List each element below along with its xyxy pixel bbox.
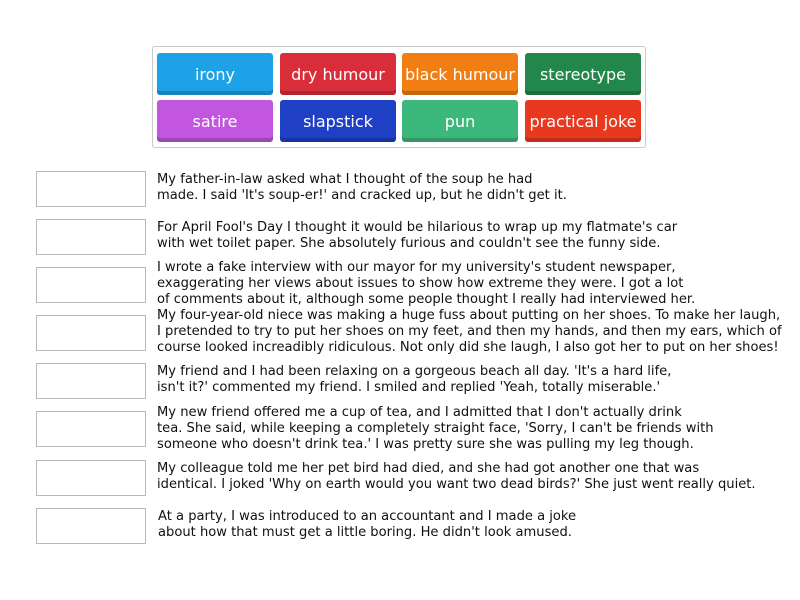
clue-text: I wrote a fake interview with our mayor for my university's student newspaper, exaggerating her views about issues to show how extreme they were. I got a lot of comments about it, although some people thought I really had interviewed her.: [157, 260, 696, 307]
word-bank: [152, 46, 646, 148]
tile-slapstick[interactable]: slapstick: [280, 100, 396, 142]
answer-drop-box[interactable]: [36, 171, 146, 207]
tile-black-humour[interactable]: black humour: [402, 53, 518, 95]
tile-satire[interactable]: satire: [157, 100, 273, 142]
answer-drop-box[interactable]: [36, 460, 146, 496]
tile-practical-joke[interactable]: practical joke: [525, 100, 641, 142]
answer-drop-box[interactable]: [36, 411, 146, 447]
tile-stereotype[interactable]: stereotype: [525, 53, 641, 95]
clue-text: My father-in-law asked what I thought of the soup he had made. I said 'It's soup-er!' and cracked up, but he didn't get it.: [157, 172, 567, 203]
answer-drop-box[interactable]: [36, 508, 146, 544]
clue-text: My four-year-old niece was making a huge fuss about putting on her shoes. To make her laugh, I pretended to try to put her shoes on my feet, and then my hands, and then my ears, which of course looked increadibly ridiculous. Not only did she laugh, I also got her to put on her shoes!: [157, 308, 782, 355]
clue-text: For April Fool's Day I thought it would be hilarious to wrap up my flatmate's car with wet toilet paper. She absolutely furious and couldn't see the funny side.: [157, 220, 678, 251]
tile-dry-humour[interactable]: dry humour: [280, 53, 396, 95]
clue-text: At a party, I was introduced to an accountant and I made a joke about how that must get a little boring. He didn't look amused.: [158, 509, 577, 540]
clue-text: My colleague told me her pet bird had died, and she had got another one that was identical. I joked 'Why on earth would you want two dead birds?' She just went really quiet.: [157, 461, 756, 492]
tile-irony[interactable]: irony: [157, 53, 273, 95]
answer-drop-box[interactable]: [36, 219, 146, 255]
answer-drop-box[interactable]: [36, 267, 146, 303]
clue-text: My friend and I had been relaxing on a gorgeous beach all day. 'It's a hard life, isn't it?' commented my friend. I smiled and replied 'Yeah, totally miserable.': [157, 364, 672, 395]
answer-drop-box[interactable]: [36, 363, 146, 399]
clue-text: My new friend offered me a cup of tea, and I admitted that I don't actually drink tea. She said, while keeping a completely straight face, 'Sorry, I can't be friends with someone who doesn't drink tea.' I was pretty sure she was pulling my leg though.: [157, 405, 714, 452]
tile-pun[interactable]: pun: [402, 100, 518, 142]
answer-drop-box[interactable]: [36, 315, 146, 351]
